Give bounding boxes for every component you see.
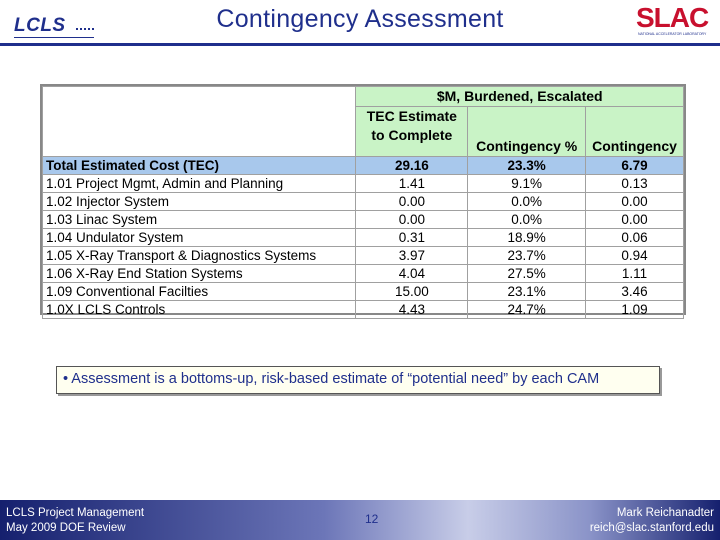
page-number: 12 <box>365 512 379 526</box>
row-tec: 3.97 <box>356 247 468 265</box>
row-label: 1.04 Undulator System <box>43 229 356 247</box>
slide-footer <box>0 500 720 540</box>
row-contingency: 0.13 <box>586 175 684 193</box>
row-tec: 1.41 <box>356 175 468 193</box>
table-row <box>43 247 684 265</box>
row-contingency-pct: 23.1% <box>468 283 586 301</box>
lcls-logo-text: LCLS <box>14 15 66 36</box>
row-tec: 4.43 <box>356 301 468 319</box>
table-body <box>43 157 684 319</box>
row-contingency-pct: 27.5% <box>468 265 586 283</box>
row-label: 1.05 X-Ray Transport & Diagnostics Systems <box>43 247 356 265</box>
footer-author: Mark Reichanadter <box>616 507 714 519</box>
row-tec: 4.04 <box>356 265 468 283</box>
row-contingency-pct: 23.7% <box>468 247 586 265</box>
table-row <box>43 301 684 319</box>
slac-logo-subtitle: NATIONAL ACCELERATOR LABORATORY <box>638 32 707 36</box>
col-header-contingency: Contingency <box>586 107 684 157</box>
row-contingency: 3.46 <box>586 283 684 301</box>
row-contingency-pct: 23.3% <box>468 157 586 175</box>
row-tec: 0.00 <box>356 211 468 229</box>
table-row <box>43 229 684 247</box>
row-tec: 29.16 <box>356 157 468 175</box>
row-label: 1.01 Project Mgmt, Admin and Planning <box>43 175 356 193</box>
table-row <box>43 265 684 283</box>
row-tec: 0.31 <box>356 229 468 247</box>
footer-project: LCLS Project Management <box>6 507 145 519</box>
row-contingency: 0.06 <box>586 229 684 247</box>
row-contingency: 0.00 <box>586 193 684 211</box>
row-label: Total Estimated Cost (TEC) <box>43 157 356 175</box>
slide-header <box>0 0 720 44</box>
table-row <box>43 193 684 211</box>
slide-title: Contingency Assessment <box>216 5 504 33</box>
table-row <box>43 211 684 229</box>
slac-logo <box>636 4 716 40</box>
row-contingency: 1.09 <box>586 301 684 319</box>
footer-right <box>590 506 714 536</box>
row-contingency-pct: 0.0% <box>468 193 586 211</box>
assessment-note: • Assessment is a bottoms-up, risk-based estimate of “potential need” by each CAM <box>56 366 660 394</box>
row-label: 1.06 X-Ray End Station Systems <box>43 265 356 283</box>
row-contingency: 0.94 <box>586 247 684 265</box>
row-contingency-pct: 0.0% <box>468 211 586 229</box>
footer-email[interactable]: reich@slac.stanford.edu <box>589 522 714 534</box>
col-header-contingency-pct: Contingency % <box>468 107 586 157</box>
total-row <box>43 157 684 175</box>
row-label: 1.02 Injector System <box>43 193 356 211</box>
row-contingency: 1.11 <box>586 265 684 283</box>
table-row <box>43 175 684 193</box>
row-tec: 15.00 <box>356 283 468 301</box>
row-contingency-pct: 24.7% <box>468 301 586 319</box>
row-contingency: 0.00 <box>586 211 684 229</box>
col-header-tec <box>356 107 468 157</box>
col-header-tec-line1: TEC Estimate <box>366 108 457 124</box>
contingency-table-frame <box>40 84 686 315</box>
table-row <box>43 283 684 301</box>
slac-logo-text: SLAC <box>636 2 709 33</box>
row-contingency-pct: 18.9% <box>468 229 586 247</box>
row-tec: 0.00 <box>356 193 468 211</box>
contingency-table <box>42 86 684 319</box>
header-divider <box>0 43 720 46</box>
table-corner-cell <box>43 87 356 157</box>
footer-left <box>6 506 144 536</box>
table-group-header: $M, Burdened, Escalated <box>356 87 684 107</box>
row-label: 1.03 Linac System <box>43 211 356 229</box>
row-label: 1.0X LCLS Controls <box>43 301 356 319</box>
row-contingency: 6.79 <box>586 157 684 175</box>
row-contingency-pct: 9.1% <box>468 175 586 193</box>
footer-review: May 2009 DOE Review <box>6 522 126 534</box>
lcls-logo-underline <box>14 37 94 38</box>
col-header-tec-line2: to Complete <box>371 127 453 143</box>
row-label: 1.09 Conventional Facilties <box>43 283 356 301</box>
